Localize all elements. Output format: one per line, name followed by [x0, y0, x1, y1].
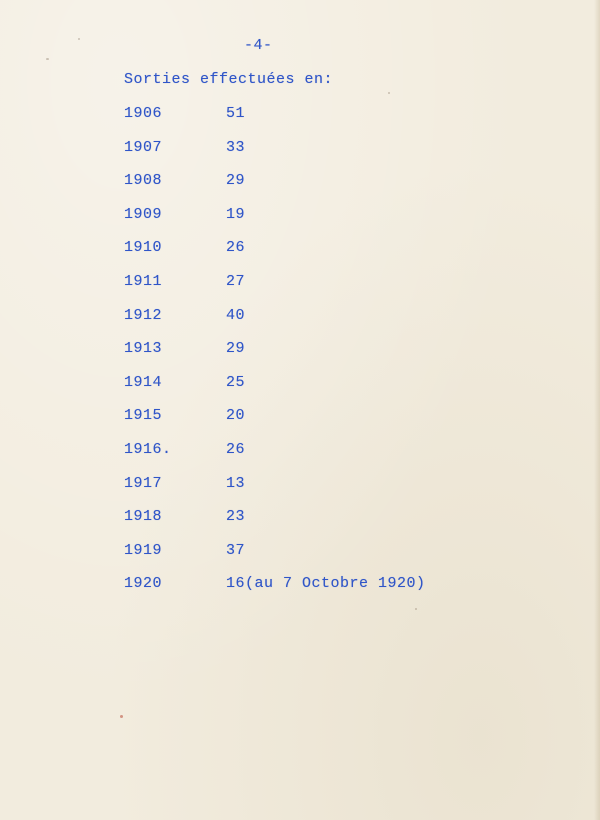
- paper-speck: [46, 58, 49, 60]
- sorties-count: 25: [226, 373, 246, 391]
- list-item: [124, 541, 246, 576]
- year-label: 1918: [124, 508, 163, 526]
- sorties-list: [124, 105, 426, 609]
- sorties-count: 29: [226, 340, 246, 358]
- year-label: 1908: [124, 172, 163, 190]
- list-item: [124, 105, 246, 139]
- sorties-count: 33: [226, 138, 246, 156]
- list-item: [124, 474, 246, 509]
- year-label: 1915: [124, 407, 163, 425]
- year-label: 1920: [124, 575, 163, 593]
- paper-speck: [388, 92, 390, 94]
- list-item: [124, 575, 426, 609]
- year-label: 1910: [124, 239, 163, 257]
- sorties-count: 16(au 7 Octobre 1920): [226, 575, 426, 593]
- paper-speck: [78, 38, 80, 40]
- list-item: [124, 306, 246, 341]
- year-label: 1914: [124, 373, 163, 391]
- list-item: [124, 239, 246, 273]
- year-label: 1906: [124, 105, 163, 122]
- sorties-count: 13: [226, 474, 246, 492]
- year-label: 1907: [124, 138, 163, 156]
- list-item: [124, 172, 246, 206]
- page-edge-shadow: [594, 0, 600, 820]
- year-label: 1917: [124, 474, 163, 492]
- list-item: [124, 373, 246, 408]
- document-heading: Sorties effectuées en:: [124, 71, 334, 88]
- sorties-count: 40: [226, 306, 246, 324]
- list-item: [124, 440, 246, 475]
- sorties-count: 27: [226, 272, 246, 290]
- sorties-count: 23: [226, 508, 246, 526]
- sorties-count: 26: [226, 440, 246, 458]
- list-item: [124, 138, 246, 173]
- year-label: 1909: [124, 205, 163, 223]
- sorties-count: 29: [226, 172, 246, 190]
- paper-speck: [120, 715, 123, 718]
- year-label: 1913: [124, 340, 163, 358]
- list-item: [124, 272, 246, 307]
- year-label: 1919: [124, 541, 163, 559]
- page-number: -4-: [244, 37, 273, 54]
- sorties-count: 19: [226, 205, 246, 223]
- list-item: [124, 205, 246, 240]
- list-item: [124, 407, 246, 441]
- list-item: [124, 508, 246, 542]
- paper-speck: [415, 608, 417, 610]
- sorties-count: 26: [226, 239, 246, 257]
- year-label: 1916.: [124, 440, 172, 458]
- sorties-count: 51: [226, 105, 246, 122]
- year-label: 1912: [124, 306, 163, 324]
- sorties-count: 20: [226, 407, 246, 425]
- list-item: [124, 340, 246, 374]
- year-label: 1911: [124, 272, 163, 290]
- sorties-count: 37: [226, 541, 246, 559]
